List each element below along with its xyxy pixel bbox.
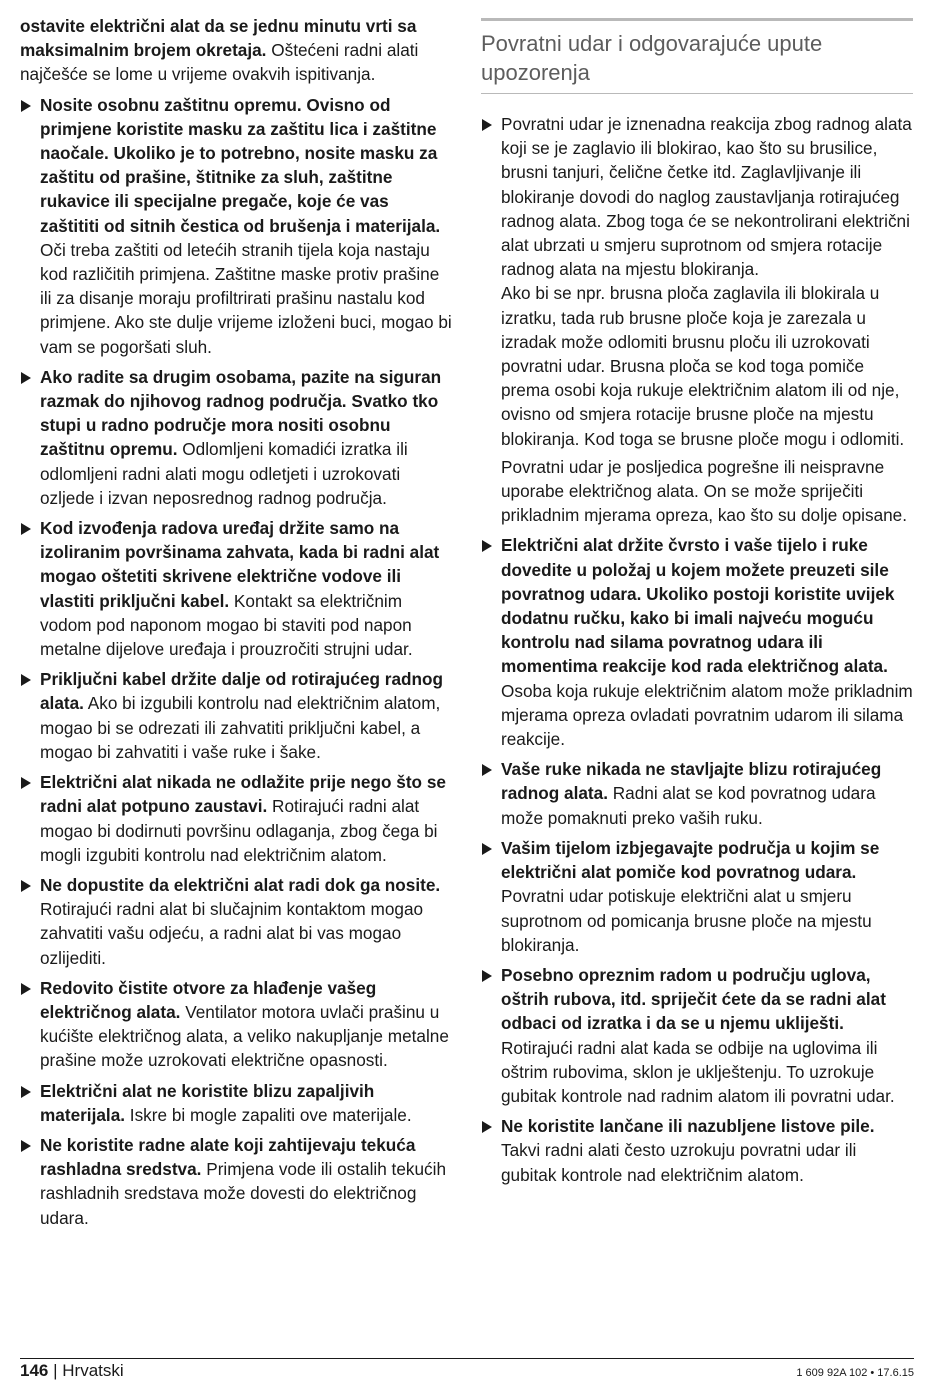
list-item: Redovito čistite otvore za hlađenje vašeg električnog alata. Ventilator motora uvlači prašinu u kućište električnog alata, a veliko nakupljanje metalne prašine može uzrokovati električne opasnosti. bbox=[20, 976, 452, 1073]
list-item: Nosite osobnu zaštitnu opremu. Ovisno od primjene koristite masku za zaštitu lica i zaštitne naočale. Ukoliko je to potrebno, nosite masku za zaštitu od prašine, štitnike za sluh, zaštitne rukavice ili specijalne pregače, koje će vas zaštititi od sitnih čestica od brušenja i materijala. Oči treba zaštiti od letećih stranih tijela koja nastaju kod različitih primjena. Zaštitne maske protiv prašine ili za disanje moraju profiltrirati prašinu nastalu kod primjene. Ako ste dulje vrijeme izloženi buci, mogao bi vam se pogoršati sluh. bbox=[20, 93, 452, 359]
bullet-triangle-icon bbox=[482, 970, 492, 982]
list-item: Ne koristite radne alate koji zahtijevaju tekuća rashladna sredstva. Primjena vode ili ostalih tekućih rashladnih sredstava može dovesti do električnog udara. bbox=[20, 1133, 452, 1230]
bullet-triangle-icon bbox=[21, 777, 31, 789]
left-column bbox=[20, 14, 452, 1236]
intro-paragraph: ostavite električni alat da se jednu minutu vrti sa maksimalnim brojem okretaja. Oštećeni radni alati najčešće se lome u vrijeme ovakvih ispitivanja. bbox=[20, 16, 419, 85]
list-item: Kod izvođenja radova uređaj držite samo na izoliranim površinama zahvata, kada bi radni alat mogao oštetiti skrivene električne vodove ili vlastiti priključni kabel. Kontakt sa električnim vodom pod naponom mogao bi staviti pod napon metalne dijelove uređaja i prouzročiti strujni udar. bbox=[20, 516, 452, 661]
footer-divider bbox=[20, 1358, 914, 1359]
list-item: Posebno opreznim radom u području uglova, oštrih rubova, itd. spriječit ćete da se radni alat odbaci od izratka i da se u njemu ukliješti. Rotirajući radni alat kada se odbije na uglovima ili oštrim rubovima, sklon je uklještenju. To uzrokuje gubitak kontrole nad radnim alatom ili povratni udar. bbox=[481, 963, 913, 1108]
bullet-triangle-icon bbox=[21, 1140, 31, 1152]
bullet-triangle-icon bbox=[21, 1086, 31, 1098]
bullet-triangle-icon bbox=[21, 100, 31, 112]
list-item: Vašim tijelom izbjegavajte područja u kojim se električni alat pomiče kod povratnog udara. Povratni udar potiskuje električni alat u smjeru suprotnom od pomicanja brusne ploče na mjestu blokiranja. bbox=[481, 836, 913, 957]
bullet-triangle-icon bbox=[482, 843, 492, 855]
bullet-triangle-icon bbox=[482, 764, 492, 776]
bullet-triangle-icon bbox=[482, 540, 492, 552]
list-item: Vaše ruke nikada ne stavljajte blizu rotirajućeg radnog alata. Radni alat se kod povratnog udara može pomaknuti preko vaših ruku. bbox=[481, 757, 913, 830]
list-item: Električni alat nikada ne odlažite prije nego što se radni alat potpuno zaustavi. Rotirajući radni alat mogao bi dodirnuti površinu odlaganja, zbog čega bi mogli izgubiti kontrolu nad električnim alatom. bbox=[20, 770, 452, 867]
page-number: 146 bbox=[20, 1361, 49, 1380]
list-item: Povratni udar je iznenadna reakcija zbog radnog alata koji se je zaglavio ili blokirao, kao što su brusilice, brusni tanjuri, čelične četke itd. Zaglavljivanje ili blokiranje dovodi do naglog zaustavljanja rotirajućeg radnog alata. Zbog toga će se nekontrolirani električni alat ubrzati u smjeru suprotnom od smjera rotacije radnog alata na mjestu blokiranja. bbox=[481, 112, 913, 281]
list-item: Električni alat ne koristite blizu zapaljivih materijala. Iskre bi mogle zapaliti ove materijale. bbox=[20, 1079, 452, 1127]
right-column bbox=[481, 14, 913, 1193]
section-heading-box bbox=[481, 18, 913, 94]
section-heading: Povratni udar i odgovarajuće upute upozorenja bbox=[481, 31, 823, 85]
bullet-triangle-icon bbox=[21, 372, 31, 384]
list-item: Ne koristite lančane ili nazubljene listove pile. Takvi radni alati često uzrokuju povratni udar ili gubitak kontrole nad električnim alatom. bbox=[481, 1114, 913, 1187]
paragraph: Povratni udar je posljedica pogrešne ili neispravne uporabe električnog alata. On se može spriječiti prikladnim mjerama opreza, kao što su dolje opisane. bbox=[501, 456, 908, 526]
paragraph: Ako bi se npr. brusna ploča zaglavila ili blokirala u izratku, tada rub brusne ploče koja je zarezala u izradak može odlomiti brusnu ploču ili uzrokovati povratni udar. Brusna ploča se kod toga pomiče prema osobi koja rukuje električnim alatom ili od nje, ovisno od smjera rotacije brusne ploče na mjestu blokiranja. Kod toga se brusne ploče mogu i odlomiti. bbox=[501, 283, 905, 449]
document-code: 1 609 92A 102 • 17.6.15 bbox=[796, 1367, 914, 1379]
footer-page-label bbox=[20, 1361, 124, 1381]
list-item: Priključni kabel držite dalje od rotirajućeg radnog alata. Ako bi izgubili kontrolu nad električnim alatom, mogao bi se odrezati ili zahvatiti priključni kabel, a mogao bi zahvatiti i vaše ruke i šake. bbox=[20, 667, 452, 764]
footer-language: Hrvatski bbox=[62, 1361, 124, 1380]
list-item: Električni alat držite čvrsto i vaše tijelo i ruke dovedite u položaj u kojem možete preuzeti sile povratnog udara. Ukoliko postoji koristite uvijek dodatnu ručku, kako bi imali najveću moguću kontrolu nad silama povratnog udara ili momentima reakcije kod rada električnog alata. Osoba koja rukuje električnim alatom može prikladnim mjerama opreza ovladati povratnim udarom ili silama reakcije. bbox=[481, 533, 913, 751]
bullet-triangle-icon bbox=[482, 1121, 492, 1133]
list-item: Ako radite sa drugim osobama, pazite na siguran razmak do njihovog radnog područja. Svatko tko stupi u radno područje mora nositi osobnu zaštitnu opremu. Odlomljeni komadići izratka ili odlomljeni radni alati mogu odletjeti i uzrokovati ozljede i izvan neposrednog radnog područja. bbox=[20, 365, 452, 510]
footer-separator: | bbox=[48, 1361, 63, 1380]
bullet-triangle-icon bbox=[21, 674, 31, 686]
list-item: Ne dopustite da električni alat radi dok ga nosite. Rotirajući radni alat bi slučajnim kontaktom mogao zahvatiti vašu odjeću, a radni alat bi vas mogao ozlijediti. bbox=[20, 873, 452, 970]
bullet-triangle-icon bbox=[482, 119, 492, 131]
bullet-triangle-icon bbox=[21, 983, 31, 995]
bullet-triangle-icon bbox=[21, 523, 31, 535]
bullet-triangle-icon bbox=[21, 880, 31, 892]
